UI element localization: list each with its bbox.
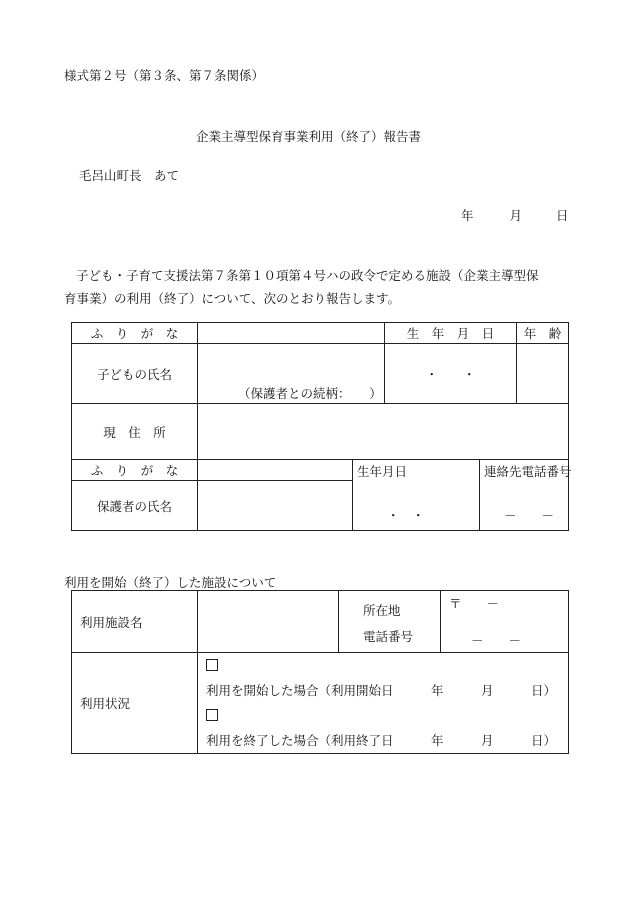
child-furigana-label: ふ り が な (72, 323, 198, 344)
address-field[interactable] (198, 404, 569, 460)
date-day-label: 日 (555, 208, 569, 223)
child-name-label: 子どもの氏名 (72, 344, 198, 404)
age-header: 年 齢 (517, 323, 569, 344)
location-phone-labels (339, 591, 441, 653)
facility-phone-dashes: － － (471, 633, 522, 648)
status-label: 利用状況 (72, 653, 198, 754)
form-number: 様式第２号（第３条、第７条関係） (64, 68, 265, 83)
relation-label: （保護者との続柄： ） (238, 386, 382, 401)
date-month-label: 月 (509, 208, 522, 223)
guardian-birthdate-dots: ・ ・ (387, 508, 425, 523)
guardian-birthdate-header: 生年月日 (357, 464, 408, 479)
contact-phone-dashes: － － (504, 508, 555, 523)
contact-phone-field[interactable] (480, 460, 572, 531)
body-text-line2: 育事業）の利用（終了）について、次のとおり報告します。 (64, 291, 401, 306)
child-birthdate-dots: ・ ・ (425, 366, 476, 382)
date-line (461, 206, 568, 224)
section2-heading: 利用を開始（終了）した施設について (64, 575, 277, 590)
status-option-start[interactable] (206, 653, 568, 703)
child-birthdate-field[interactable] (385, 344, 517, 404)
end-checkbox[interactable] (206, 709, 218, 721)
facility-name-label: 利用施設名 (72, 591, 198, 653)
option-start-label: 利用を開始した場合（利用開始日 年 月 日） (206, 683, 557, 698)
facility-name-field[interactable] (198, 591, 339, 653)
guardian-name-field[interactable] (198, 481, 353, 531)
contact-phone-header: 連絡先電話番号 (484, 464, 572, 479)
addressee: 毛呂山町長 あて (79, 168, 180, 183)
phone-label: 電話番号 (363, 629, 414, 644)
location-label: 所在地 (363, 603, 401, 618)
status-option-end[interactable] (206, 703, 568, 753)
page-title: 企業主導型保育事業利用（終了）報告書 (196, 129, 422, 144)
birthdate-header: 生 年 月 日 (385, 323, 517, 344)
facility-table (71, 590, 569, 754)
body-text-line1: 子ども・子育て支援法第７条第１０項第４号ハの政令で定める施設（企業主導型保 (76, 268, 539, 283)
guardian-furigana-field[interactable] (198, 460, 353, 481)
child-name-field[interactable] (198, 344, 385, 404)
start-checkbox[interactable] (206, 659, 218, 671)
child-age-field[interactable] (517, 344, 569, 404)
option-end-label: 利用を終了した場合（利用終了日 年 月 日） (206, 733, 557, 748)
guardian-birthdate-field[interactable] (353, 460, 480, 531)
status-options (198, 653, 569, 754)
child-guardian-table (71, 322, 572, 531)
date-year-label: 年 (461, 208, 474, 223)
address-label: 現 住 所 (72, 404, 198, 460)
child-furigana-field[interactable] (198, 323, 385, 344)
guardian-furigana-label: ふ り が な (72, 460, 198, 481)
postal-mark: 〒 － (449, 596, 500, 611)
location-phone-field[interactable] (441, 591, 569, 653)
guardian-name-label: 保護者の氏名 (72, 481, 198, 531)
